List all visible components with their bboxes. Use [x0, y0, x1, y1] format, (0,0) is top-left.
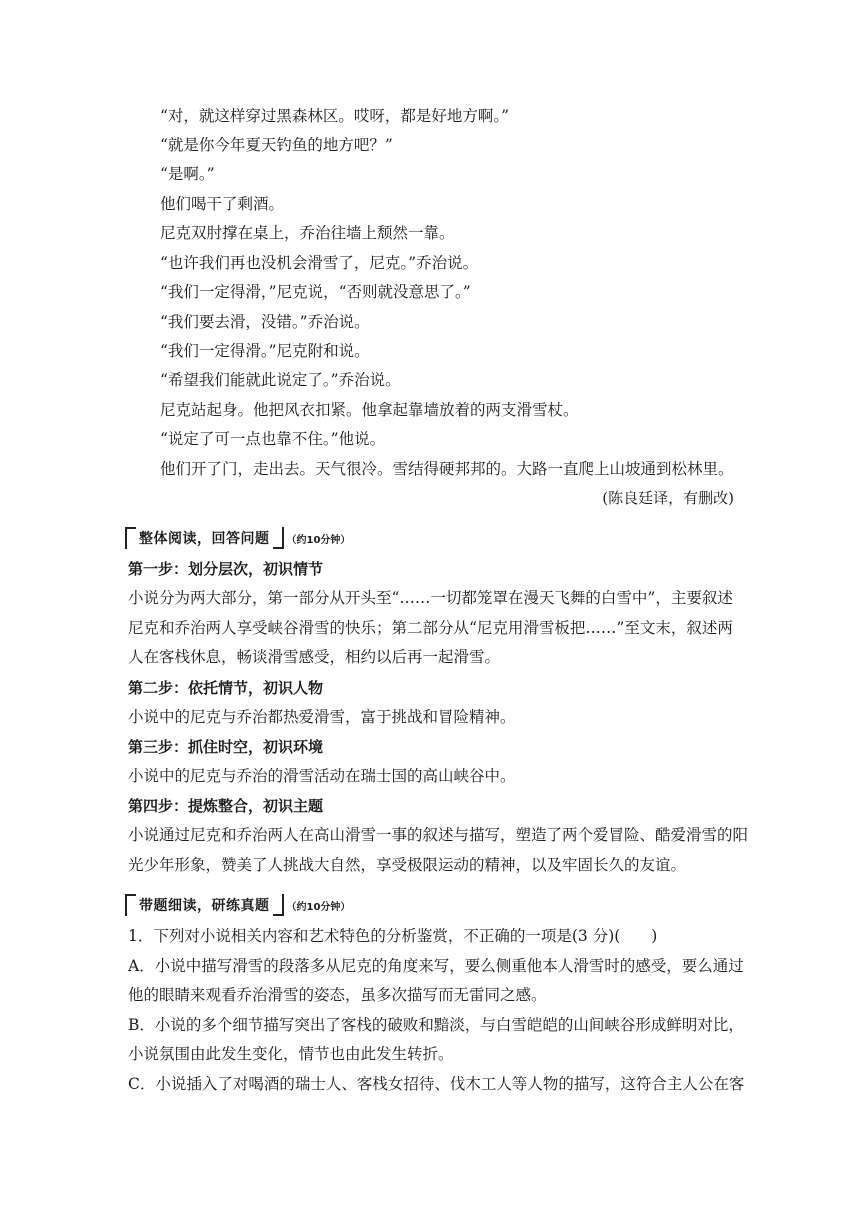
section-time: （约10分钟） — [286, 901, 351, 913]
story-line: “希望我们能就此说定了。”乔治说。 — [160, 371, 401, 389]
section-title: 整体阅读，回答问题 — [139, 531, 270, 547]
section-header-detailed-reading — [125, 894, 350, 916]
story-line: 尼克站起身。他把风衣扣紧。他拿起靠墙放着的两支滑雪杖。 — [160, 401, 579, 419]
step-text: 小说中的尼克与乔治都热爱滑雪，富于挑战和冒险精神。 — [128, 708, 516, 726]
step-text: 小说中的尼克与乔治的滑雪活动在瑞士国的高山峡谷中。 — [128, 767, 516, 785]
bracket-left-icon — [125, 894, 136, 916]
step-heading: 第一步：划分层次，初识情节 — [128, 560, 324, 578]
answer-option-continued: 他的眼睛来观看乔治滑雪的姿态，虽多次描写而无雷同之感。 — [128, 986, 547, 1004]
answer-option: B．小说的多个细节描写突出了客栈的破败和黯淡，与白雪皑皑的山间峡谷形成鲜明对比， — [128, 1016, 744, 1034]
step-heading: 第三步：抓住时空，初识环境 — [128, 738, 324, 756]
step-text: 尼克和乔治两人享受峡谷滑雪的快乐；第二部分从“尼克用滑雪板把……”至文末，叙述两 — [128, 619, 733, 637]
step-text: 光少年形象，赞美了人挑战大自然，享受极限运动的精神，以及牢固长久的友谊。 — [128, 856, 687, 874]
story-line: 尼克双肘撑在桌上，乔治往墙上颓然一靠。 — [160, 224, 455, 242]
step-text: 小说分为两大部分，第一部分从开头至“……一切都笼罩在漫天飞舞的白雪中”，主要叙述 — [128, 589, 733, 607]
answer-option: A．小说中描写滑雪的段落多从尼克的角度来写，要么侧重他本人滑雪时的感受，要么通过 — [128, 957, 744, 975]
story-line: “也许我们再也没机会滑雪了，尼克。”乔治说。 — [160, 254, 479, 272]
step-heading: 第四步：提炼整合，初识主题 — [128, 797, 324, 815]
question-stem: 1．下列对小说相关内容和艺术特色的分析鉴赏，不正确的一项是(3 分)( ) — [128, 927, 658, 945]
story-line: “就是你今年夏天钓鱼的地方吧？” — [160, 136, 393, 154]
bracket-left-icon — [125, 527, 136, 549]
story-line: “我们一定得滑，”尼克说，“否则就没意思了。” — [160, 283, 471, 301]
answer-option: C．小说插入了对喝酒的瑞士人、客栈女招待、伐木工人等人物的描写，这符合主人公在客 — [128, 1075, 745, 1093]
story-line: “我们一定得滑。”尼克附和说。 — [160, 342, 370, 360]
step-text: 小说通过尼克和乔治两人在高山滑雪一事的叙述与描写，塑造了两个爱冒险、酷爱滑雪的阳 — [128, 826, 749, 844]
story-line: “说定了可一点也靠不住。”他说。 — [160, 430, 386, 448]
story-line: “我们要去滑，没错。”乔治说。 — [160, 313, 370, 331]
source-citation: (陈良廷译，有删改) — [602, 489, 734, 507]
answer-option-continued: 小说氛围由此发生变化，情节也由此发生转折。 — [128, 1045, 454, 1063]
bracket-right-icon — [273, 527, 284, 549]
story-line: 他们开了门，走出去。天气很冷。雪结得硬邦邦的。大路一直爬上山坡通到松林里。 — [160, 460, 734, 478]
section-title: 带题细读，研练真题 — [139, 898, 270, 914]
story-line: “对，就这样穿过黑森林区。哎呀，都是好地方啊。” — [160, 107, 510, 125]
section-time: （约10分钟） — [286, 534, 351, 546]
story-line: 他们喝干了剩酒。 — [160, 195, 285, 213]
step-text: 人在客栈休息，畅谈滑雪感受，相约以后再一起滑雪。 — [128, 648, 501, 666]
bracket-right-icon — [273, 894, 284, 916]
step-heading: 第二步：依托情节，初识人物 — [128, 679, 324, 697]
section-header-overall-reading — [125, 527, 350, 549]
story-line: “是啊。” — [160, 165, 215, 183]
